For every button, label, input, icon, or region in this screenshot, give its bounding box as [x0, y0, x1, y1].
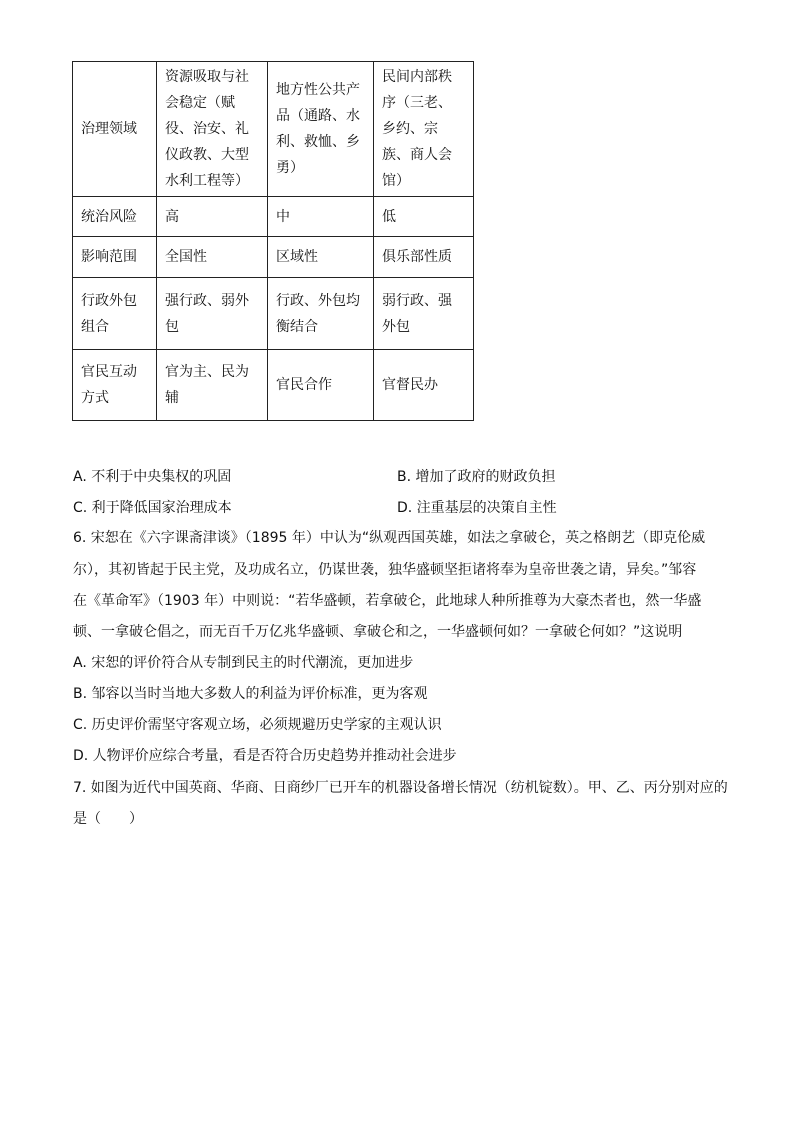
q6-option-c: C. 历史评价需坚守客观立场，必须规避历史学家的主观认识: [73, 717, 442, 733]
table-cell: 治理领域: [73, 62, 157, 197]
table-row: [73, 350, 474, 421]
table-cell: 官为主、民为辅: [157, 350, 268, 421]
table-cell: 官民互动方式: [73, 350, 157, 421]
table-cell: 低: [374, 197, 474, 237]
table-cell: 中: [268, 197, 374, 237]
table-row: [73, 62, 474, 197]
q7-stem-line: 是（ ）: [73, 811, 143, 827]
table-cell: 资源吸取与社会稳定（赋役、治安、礼仪政教、大型水利工程等）: [157, 62, 268, 197]
table-cell: 区域性: [268, 237, 374, 278]
table-cell: 民间内部秩序（三老、乡约、宗族、商人会馆）: [374, 62, 474, 197]
q6-option-d: D. 人物评价应综合考量，看是否符合历史趋势并推动社会进步: [73, 748, 457, 764]
q6-stem-line: 在《革命军》（1903 年）中则说：“若华盛顿，若拿破仑，此地球人种所推尊为大豪杰者也，然一华盛: [73, 593, 702, 609]
table-cell: 行政外包组合: [73, 278, 157, 350]
q6-stem-line: 顿、一拿破仑倡之，而无百千万亿兆华盛顿、拿破仑和之，一华盛顿何如？一拿破仑何如？”这说明: [73, 624, 683, 640]
q6-stem-line: 6. 宋恕在《六字课斋津谈》（1895 年）中认为“纵观西国英雄，如法之拿破仑，英之格朗艺（即克伦威: [73, 530, 706, 546]
governance-table: [72, 61, 474, 421]
q5-option-d: D. 注重基层的决策自主性: [397, 500, 557, 516]
table-cell: 官督民办: [374, 350, 474, 421]
table-cell: 俱乐部性质: [374, 237, 474, 278]
table-cell: 行政、外包均衡结合: [268, 278, 374, 350]
table-cell: 官民合作: [268, 350, 374, 421]
table-row: [73, 278, 474, 350]
q6-stem-line: 尔），其初皆起于民主党，及功成名立，仍谋世袭，独华盛顿坚拒诸将奉为皇帝世袭之请，异矣。”邹容: [73, 562, 697, 578]
table-cell: 强行政、弱外包: [157, 278, 268, 350]
table-cell: 影响范围: [73, 237, 157, 278]
table-cell: 高: [157, 197, 268, 237]
q5-option-a: A. 不利于中央集权的巩固: [73, 469, 232, 485]
table-row: [73, 197, 474, 237]
q6-option-a: A. 宋恕的评价符合从专制到民主的时代潮流，更加进步: [73, 655, 414, 671]
q5-option-b: B. 增加了政府的财政负担: [397, 469, 556, 485]
table-cell: 全国性: [157, 237, 268, 278]
table-cell: 地方性公共产品（通路、水利、救恤、乡勇）: [268, 62, 374, 197]
table-cell: 统治风险: [73, 197, 157, 237]
table-cell: 弱行政、强外包: [374, 278, 474, 350]
q5-option-c: C. 利于降低国家治理成本: [73, 500, 232, 516]
q7-stem-line: 7. 如图为近代中国英商、华商、日商纱厂已开车的机器设备增长情况（纺机锭数）。甲、乙、丙分别对应的: [73, 780, 728, 796]
table-row: [73, 237, 474, 278]
q6-option-b: B. 邹容以当时当地大多数人的利益为评价标准，更为客观: [73, 686, 428, 702]
